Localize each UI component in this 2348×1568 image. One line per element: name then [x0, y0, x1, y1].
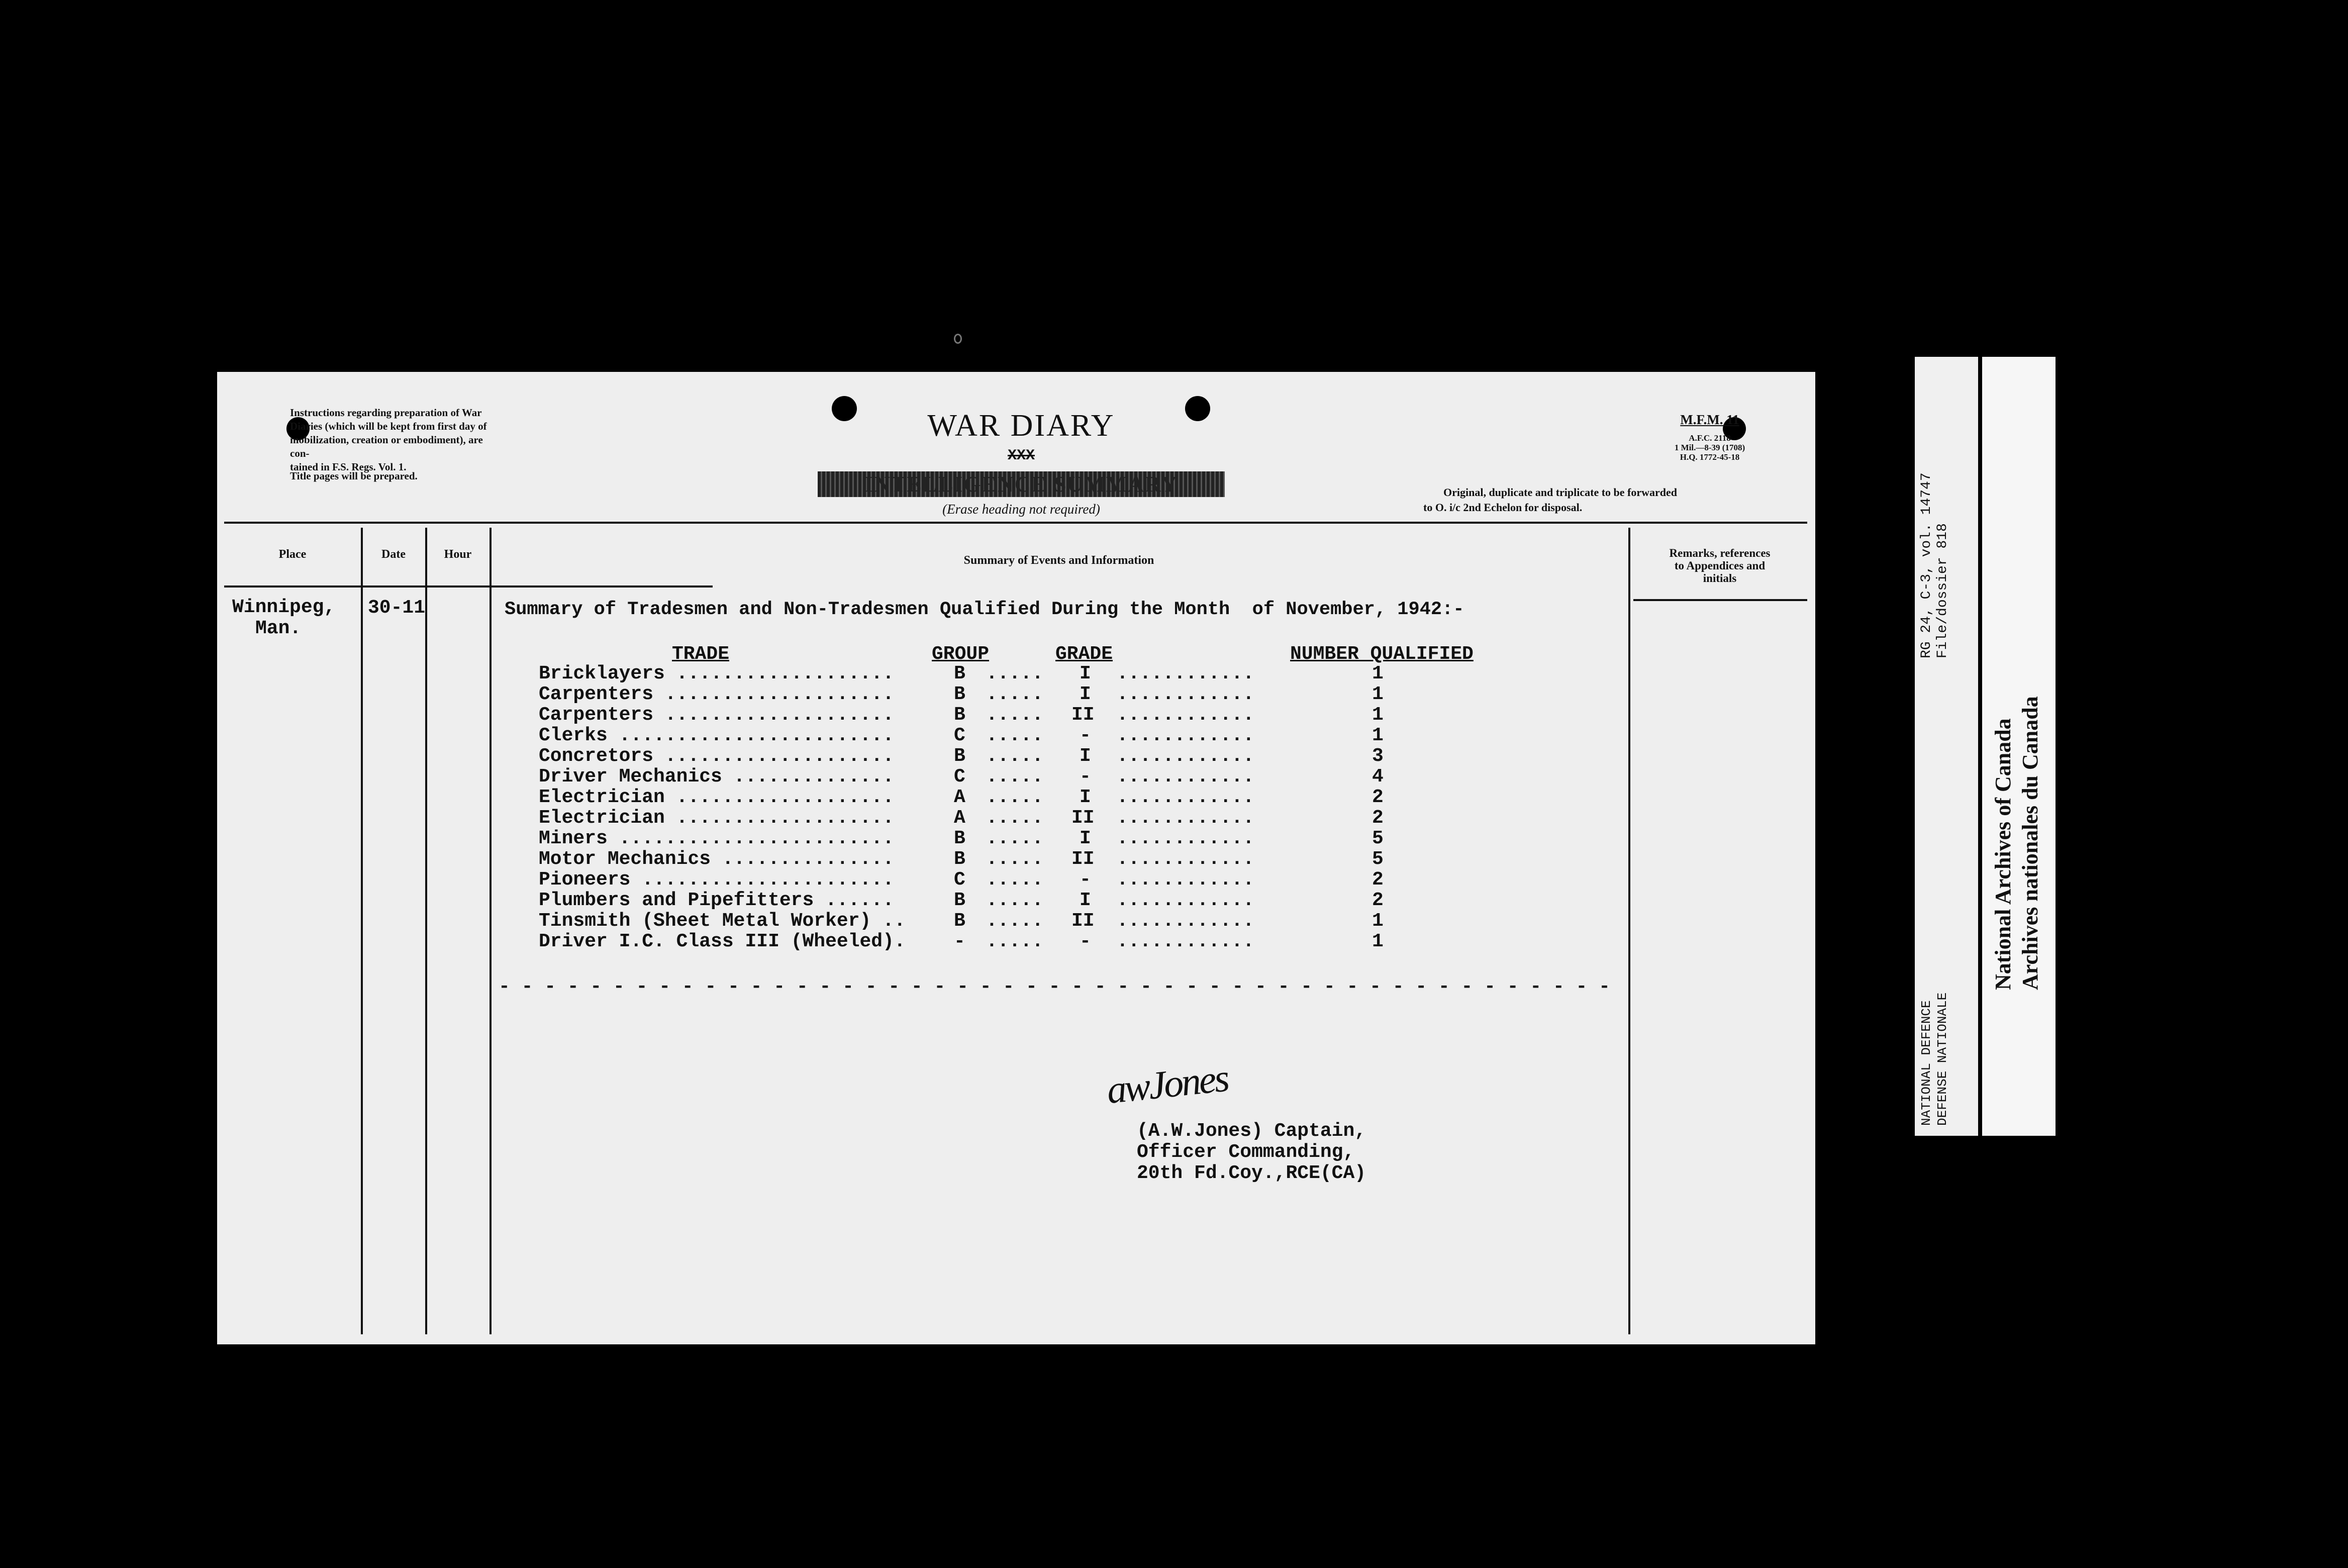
- dots: ............: [1117, 725, 1254, 746]
- table-row: [217, 828, 1815, 849]
- dots: ............: [1117, 766, 1254, 788]
- remarks-line: to Appendices and: [1674, 559, 1766, 572]
- table-row: [217, 746, 1815, 766]
- dots: ............: [1117, 890, 1254, 911]
- grade-cell: II: [1071, 807, 1095, 829]
- number-cell: 3: [1372, 745, 1384, 767]
- punch-hole-right: [1185, 396, 1210, 421]
- stray-mark: [954, 334, 962, 344]
- dept-line: NATIONAL DEFENCE: [1919, 1000, 1934, 1126]
- number-cell: 1: [1372, 725, 1384, 746]
- grade-cell: I: [1080, 828, 1091, 849]
- table-row: [217, 931, 1815, 952]
- signature-line: 20th Fd.Coy.,RCE(CA): [1137, 1162, 1366, 1184]
- table-row: [217, 725, 1815, 746]
- form-ref: H.Q. 1772-45-18: [1680, 452, 1740, 462]
- entry-date: 30-11: [368, 597, 426, 619]
- group-cell: A: [954, 807, 965, 829]
- group-cell: B: [954, 828, 965, 849]
- grade-cell: I: [1080, 663, 1091, 684]
- page-title: WAR DIARY: [927, 409, 1115, 443]
- instructions-line: mobilization, creation or embodiment), are con-: [290, 434, 483, 459]
- number-cell: 4: [1372, 766, 1384, 788]
- column-header-place: Place: [278, 548, 307, 561]
- table-row: [217, 911, 1815, 931]
- dots: ............: [1117, 848, 1254, 870]
- form-refs: [1639, 433, 1780, 462]
- group-cell: A: [954, 787, 965, 808]
- grade-cell: -: [1080, 725, 1091, 746]
- remarks-line: initials: [1703, 572, 1737, 584]
- signature-line: (A.W.Jones) Captain,: [1137, 1120, 1366, 1142]
- dots: .....: [986, 745, 1044, 767]
- dots: .....: [986, 663, 1044, 684]
- grade-cell: I: [1080, 787, 1091, 808]
- dots: .....: [986, 725, 1044, 746]
- trades-table: [217, 663, 1815, 955]
- dots: .....: [986, 890, 1044, 911]
- trade-cell: Electrician ...................: [539, 787, 894, 808]
- title-pages-note: Title pages will be prepared.: [290, 470, 418, 482]
- form-ref: 1 Mil.—8-39 (1708): [1674, 443, 1745, 452]
- dots: ............: [1117, 663, 1254, 684]
- header-top-rule: [224, 522, 1807, 524]
- archive-ref-line: RG 24, C-3, vol. 14747: [1919, 472, 1934, 658]
- archive-reference-strip: [1915, 357, 1978, 1136]
- group-cell: C: [954, 869, 965, 891]
- archive-name-strip: [1982, 357, 2056, 1136]
- dots: .....: [986, 787, 1044, 808]
- number-cell: 2: [1372, 787, 1384, 808]
- place-line: Winnipeg,: [232, 597, 336, 618]
- dots: .....: [986, 807, 1044, 829]
- entry-place: [232, 597, 335, 639]
- form-id: M.F.M. 11: [1680, 412, 1739, 427]
- dots: ............: [1117, 807, 1254, 829]
- dept-line: DEFENSE NATIONALE: [1935, 992, 1950, 1126]
- number-cell: 2: [1372, 890, 1384, 911]
- number-cell: 5: [1372, 828, 1384, 849]
- dots: .....: [986, 910, 1044, 932]
- dots: .....: [986, 828, 1044, 849]
- trade-cell: Concretors ....................: [539, 745, 894, 767]
- grade-cell: II: [1071, 848, 1095, 870]
- table-row: [217, 890, 1815, 911]
- dots: ............: [1117, 704, 1254, 726]
- remarks-line: Remarks, references: [1669, 547, 1771, 559]
- table-row: [217, 869, 1815, 890]
- group-cell: C: [954, 766, 965, 788]
- group-cell: C: [954, 725, 965, 746]
- dots: ............: [1117, 787, 1254, 808]
- table-row: [217, 684, 1815, 705]
- group-cell: B: [954, 683, 965, 705]
- grade-cell: -: [1080, 869, 1091, 891]
- number-cell: 1: [1372, 663, 1384, 684]
- table-header-number: NUMBER QUALIFIED: [1290, 643, 1474, 665]
- grade-cell: -: [1080, 931, 1091, 952]
- number-cell: 5: [1372, 848, 1384, 870]
- table-header-trade: TRADE: [672, 643, 730, 665]
- table-row: [217, 849, 1815, 869]
- grade-cell: II: [1071, 910, 1095, 932]
- instructions-line: Instructions regarding preparation of War: [290, 407, 482, 419]
- place-line: Man.: [255, 618, 302, 639]
- dots: ............: [1117, 745, 1254, 767]
- trade-cell: Electrician ...................: [539, 807, 894, 829]
- table-row: [217, 663, 1815, 684]
- table-end-rule: - - - - - - - - - - - - - - - - - - - - - - - - - - - - - - - - - - - - - - - - - - - - - - - - -: [499, 976, 1610, 998]
- war-diary-page: [217, 372, 1815, 1344]
- dots: .....: [986, 931, 1044, 952]
- column-header-hour: Hour: [444, 548, 472, 561]
- trade-cell: Tinsmith (Sheet Metal Worker) ..: [539, 910, 906, 932]
- number-cell: 1: [1372, 704, 1384, 726]
- trade-cell: Driver Mechanics ..............: [539, 766, 894, 788]
- dots: .....: [986, 848, 1044, 870]
- group-cell: B: [954, 704, 965, 726]
- trade-cell: Miners ........................: [539, 828, 894, 849]
- group-cell: -: [954, 931, 965, 952]
- signature-line: Officer Commanding,: [1137, 1141, 1355, 1163]
- number-cell: 1: [1372, 683, 1384, 705]
- dots: ............: [1117, 931, 1254, 952]
- table-row: [217, 787, 1815, 808]
- instructions-line: tained in F.S. Regs. Vol. 1.: [290, 461, 407, 473]
- column-header-date: Date: [381, 548, 406, 561]
- trade-cell: Bricklayers ...................: [539, 663, 894, 684]
- forwarding-line: Original, duplicate and triplicate to be forwarded: [1443, 486, 1678, 499]
- erase-note: (Erase heading not required): [942, 502, 1100, 517]
- archive-name-line: Archives nationales du Canada: [2018, 696, 2042, 990]
- grade-cell: I: [1080, 683, 1091, 705]
- trade-cell: Carpenters ....................: [539, 704, 894, 726]
- group-cell: B: [954, 745, 965, 767]
- trade-cell: Driver I.C. Class III (Wheeled).: [539, 931, 906, 952]
- grade-cell: I: [1080, 890, 1091, 911]
- summary-title: Summary of Tradesmen and Non-Tradesmen Qualified During the Month of November, 1942:-: [505, 599, 1464, 620]
- punch-hole-left: [832, 396, 857, 421]
- number-cell: 1: [1372, 910, 1384, 932]
- forwarding-note: [1423, 485, 1775, 515]
- dots: ............: [1117, 869, 1254, 891]
- grade-cell: -: [1080, 766, 1091, 788]
- table-header-grade: GRADE: [1055, 643, 1113, 665]
- table-row: [217, 766, 1815, 787]
- instructions-block: [290, 406, 501, 474]
- header-bottom-rule-right: [1633, 599, 1807, 601]
- table-row: [217, 808, 1815, 828]
- number-cell: 2: [1372, 869, 1384, 891]
- instructions-line: Diaries (which will be kept from first day of: [290, 420, 487, 432]
- signature-block: [1137, 1121, 1366, 1184]
- trade-cell: Clerks ........................: [539, 725, 894, 746]
- group-cell: B: [954, 663, 965, 684]
- forwarding-line: to O. i/c 2nd Echelon for disposal.: [1423, 501, 1583, 514]
- number-cell: 2: [1372, 807, 1384, 829]
- group-cell: B: [954, 910, 965, 932]
- table-row: [217, 705, 1815, 725]
- dots: ............: [1117, 683, 1254, 705]
- trade-cell: Pioneers ......................: [539, 869, 894, 891]
- archive-name-line: National Archives of Canada: [1991, 718, 2015, 990]
- trade-cell: Motor Mechanics ...............: [539, 848, 894, 870]
- column-header-remarks: [1639, 547, 1800, 584]
- grade-cell: II: [1071, 704, 1095, 726]
- trade-cell: Carpenters ....................: [539, 683, 894, 705]
- dots: ............: [1117, 910, 1254, 932]
- signature-scrawl: awJones: [1105, 1055, 1230, 1112]
- group-cell: B: [954, 848, 965, 870]
- struck-heading: INTELLIGENCE SUMMARY: [818, 471, 1225, 497]
- dots: .....: [986, 869, 1044, 891]
- column-header-summary: Summary of Events and Information: [963, 554, 1154, 567]
- form-ref: A.F.C. 2118: [1689, 433, 1731, 443]
- trade-cell: Plumbers and Pipefitters ......: [539, 890, 894, 911]
- dots: .....: [986, 683, 1044, 705]
- dots: .....: [986, 766, 1044, 788]
- dots: ............: [1117, 828, 1254, 849]
- dots: .....: [986, 704, 1044, 726]
- group-cell: B: [954, 890, 965, 911]
- struck-or: XXX: [1007, 447, 1035, 464]
- header-bottom-rule-left: [224, 585, 713, 587]
- number-cell: 1: [1372, 931, 1384, 952]
- table-header-group: GROUP: [932, 643, 990, 665]
- grade-cell: I: [1080, 745, 1091, 767]
- archive-ref-line: File/dossier 818: [1935, 523, 1950, 658]
